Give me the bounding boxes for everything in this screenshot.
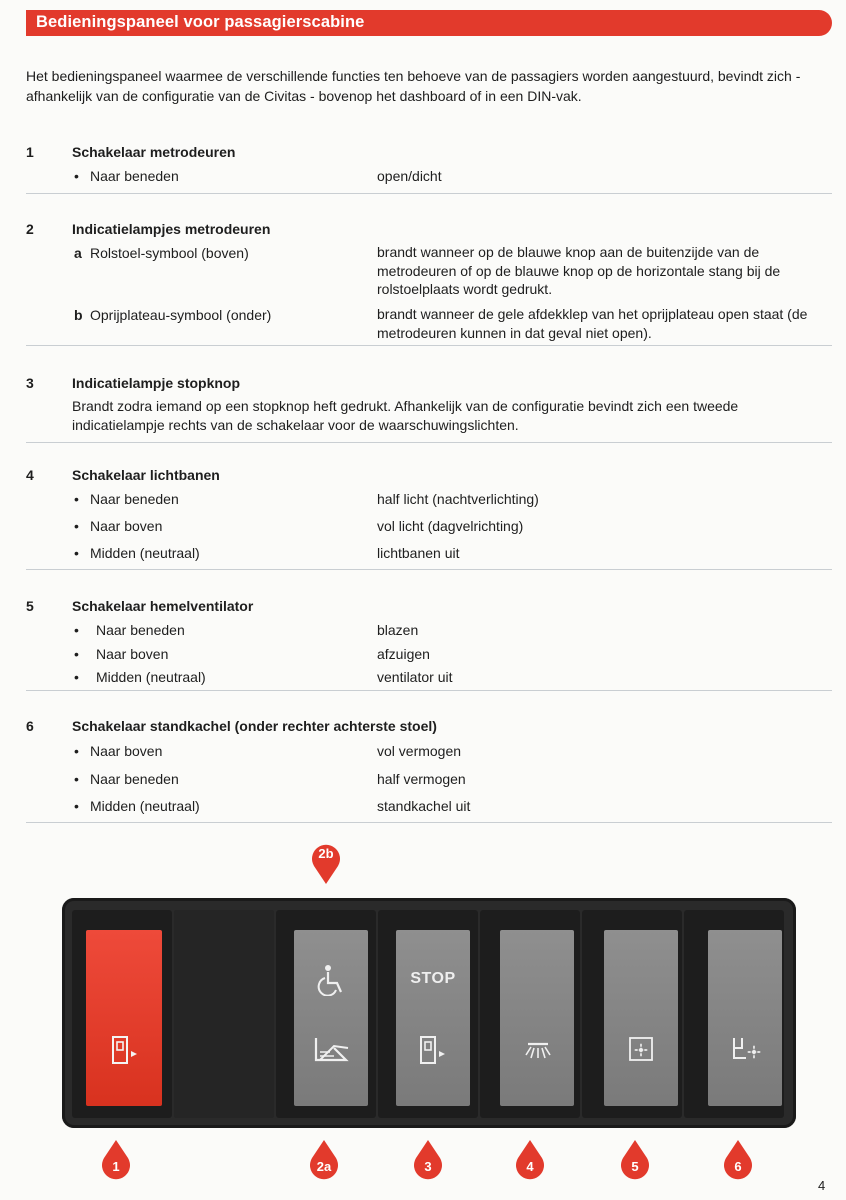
- row-label: b Oprijplateau-symbool (onder): [74, 307, 272, 323]
- row-value: open/dicht: [377, 168, 442, 184]
- row-label: • Naar beneden: [74, 771, 179, 787]
- section-number: 3: [26, 375, 34, 391]
- page-title: Bedieningspaneel voor passagierscabine: [36, 13, 365, 31]
- blank-cover: [174, 910, 274, 1118]
- row-value: standkachel uit: [377, 798, 471, 814]
- row-label: • Naar beneden: [74, 168, 179, 184]
- row-label: a Rolstoel-symbool (boven): [74, 245, 249, 261]
- callout-label-3: 3: [424, 1159, 432, 1174]
- row-value: brandt wanneer de gele afdekklep van het oprijplateau open staat (de metrodeuren kunnen in dat geval niet open).: [377, 306, 808, 341]
- section-paragraph: Brandt zodra iemand op een stopknop heft gedrukt. Afhankelijk van de configuratie bevindt zich een tweede indicatielampje rechts van de schakelaar voor de waarschuwingslichten.: [72, 398, 739, 433]
- stop-label: STOP: [410, 970, 456, 987]
- ventilator-switch[interactable]: [604, 930, 678, 1106]
- callout-label-6: 6: [734, 1159, 742, 1174]
- section-title: Indicatielampje stopknop: [72, 375, 241, 391]
- door-icon: [110, 1034, 140, 1068]
- callout-marker-2b: [308, 838, 344, 884]
- row-value: half licht (nachtverlichting): [377, 491, 539, 507]
- row-label: • Naar beneden: [74, 622, 185, 638]
- divider: [26, 345, 832, 346]
- divider: [26, 193, 832, 194]
- switch-slot-5: [582, 910, 682, 1118]
- indicator-slot-3: [378, 910, 478, 1118]
- heater-switch[interactable]: [708, 930, 782, 1106]
- section-number: 4: [26, 467, 34, 483]
- section-number: 6: [26, 718, 34, 734]
- heater-icon: [726, 1034, 764, 1066]
- light-icon: [520, 1038, 556, 1062]
- door-indicator-lamps: [294, 930, 368, 1106]
- door-icon: [418, 1034, 448, 1068]
- row-value: lichtbanen uit: [377, 545, 460, 561]
- row-value: afzuigen: [377, 646, 430, 662]
- header-bar: [26, 10, 832, 36]
- door-switch[interactable]: [86, 930, 162, 1106]
- callout-label-4: 4: [526, 1159, 534, 1174]
- page-number: 4: [818, 1178, 826, 1193]
- indicator-slot-2: [276, 910, 376, 1118]
- switch-slot-1: [72, 910, 172, 1118]
- section-title: Schakelaar hemelventilator: [72, 598, 254, 614]
- row-label: • Naar boven: [74, 743, 163, 759]
- light-switch[interactable]: [500, 930, 574, 1106]
- section-title: Schakelaar metrodeuren: [72, 144, 236, 160]
- divider: [26, 569, 832, 570]
- ramp-icon: [312, 1034, 352, 1066]
- row-value: half vermogen: [377, 771, 466, 787]
- switch-slot-4: [480, 910, 580, 1118]
- row-value: blazen: [377, 622, 419, 638]
- row-value: brandt wanneer op de blauwe knop aan de buitenzijde van de metrodeuren of op de blauwe knop op de horizontale stang bij de rolstoelplaats wordt gedrukt.: [377, 244, 781, 297]
- row-value: vol licht (dagvelrichting): [377, 518, 524, 534]
- row-value: ventilator uit: [377, 669, 453, 685]
- stop-indicator-lamp: [396, 930, 470, 1106]
- blank-slot: [174, 910, 274, 1118]
- intro-text: Het bedieningspaneel waarmee de verschillende functies ten behoeve van de passagiers worden aangestuurd, bevindt zich - afhankelijk van de configuratie van de Civitas - bovenop het dashboard of in een DIN-vak.: [26, 68, 801, 104]
- row-label: • Naar beneden: [74, 491, 179, 507]
- section-title: Schakelaar standkachel (onder rechter achterste stoel): [72, 718, 437, 734]
- row-label: • Naar boven: [74, 646, 169, 662]
- divider: [26, 690, 832, 691]
- callout-label-5: 5: [631, 1159, 639, 1174]
- section-number: 2: [26, 221, 34, 237]
- callout-label-2b: 2b: [318, 846, 334, 861]
- section-title: Indicatielampjes metrodeuren: [72, 221, 271, 237]
- wheelchair-icon: [316, 964, 346, 996]
- ventilator-icon: [626, 1034, 656, 1066]
- callout-label-2a: 2a: [316, 1159, 332, 1174]
- row-label: • Midden (neutraal): [74, 798, 200, 814]
- divider: [26, 822, 832, 823]
- callout-label-1: 1: [112, 1159, 120, 1174]
- section-number: 1: [26, 144, 34, 160]
- divider: [26, 442, 832, 443]
- row-value: vol vermogen: [377, 743, 462, 759]
- switch-slot-6: [684, 910, 784, 1118]
- control-panel: [62, 898, 796, 1128]
- row-label: • Naar boven: [74, 518, 163, 534]
- row-label: • Midden (neutraal): [74, 545, 200, 561]
- row-label: • Midden (neutraal): [74, 669, 206, 685]
- section-number: 5: [26, 598, 34, 614]
- section-title: Schakelaar lichtbanen: [72, 467, 220, 483]
